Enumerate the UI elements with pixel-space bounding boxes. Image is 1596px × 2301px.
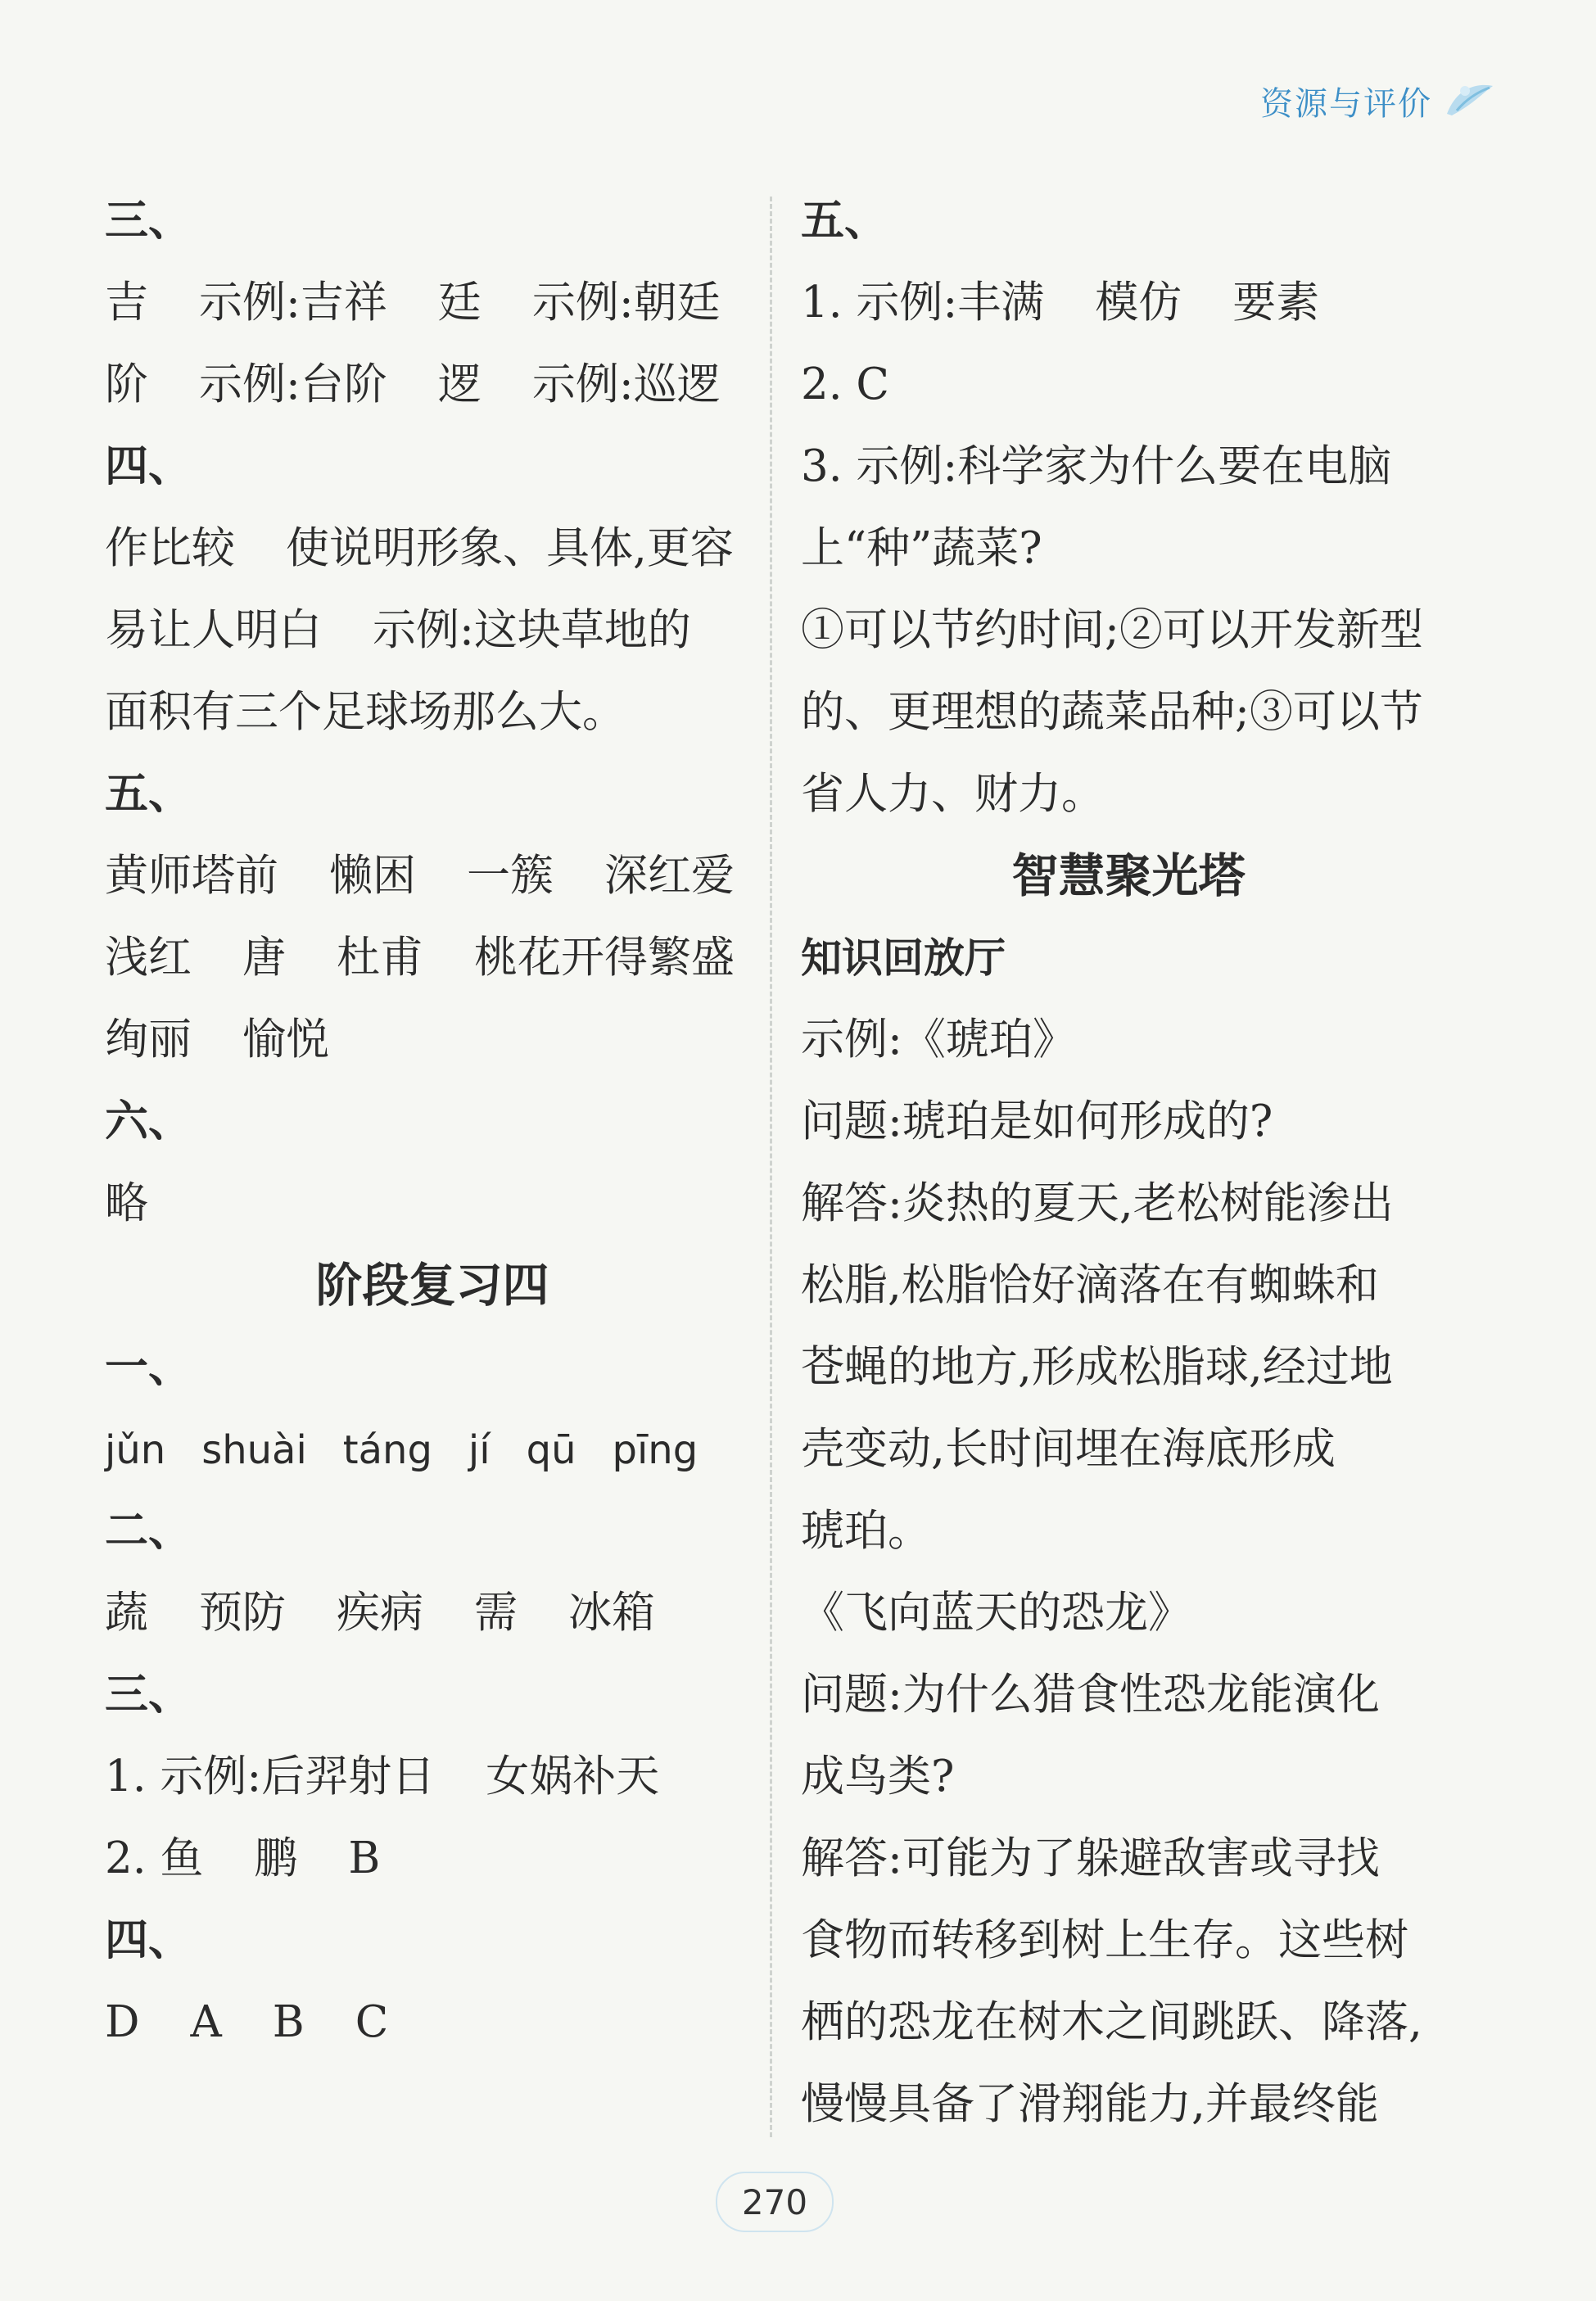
- answer-line: [801, 1327, 1456, 1408]
- answer-line: [801, 508, 1456, 590]
- answer-line: [105, 1572, 760, 1654]
- text-segment: 五、: [105, 769, 192, 819]
- text-segment: 逻: [437, 359, 482, 409]
- answer-line: [801, 1081, 1456, 1163]
- answer-line: [801, 1818, 1456, 1900]
- text-segment: 四、: [105, 1915, 192, 1965]
- text-segment: ①可以节约时间;②可以开发新型: [801, 605, 1423, 655]
- text-segment: 阶: [105, 359, 148, 409]
- answer-line: [105, 999, 760, 1081]
- pinyin-item: pīng: [612, 1427, 699, 1473]
- section-title: [801, 835, 1456, 917]
- text-segment: 作比较: [105, 523, 235, 573]
- answer-line: [801, 1490, 1456, 1572]
- pinyin-item: jǔn: [105, 1427, 166, 1473]
- text-segment: 示例:这块草地的: [373, 605, 691, 655]
- text-segment: 易让人明白: [105, 605, 322, 655]
- text-segment: B: [348, 1833, 381, 1883]
- text-segment: 食物而转移到树上生存。这些树: [801, 1915, 1408, 1965]
- text-segment: 六、: [105, 1096, 192, 1146]
- text-segment: 琥珀。: [801, 1506, 931, 1556]
- answer-line: [801, 1736, 1456, 1818]
- text-segment: 廷: [437, 278, 482, 328]
- answer-line: [801, 1572, 1456, 1654]
- question-label: [105, 1327, 760, 1408]
- text-segment: 懒困: [329, 851, 416, 901]
- answer-line: [801, 426, 1456, 508]
- answer-line: [105, 1408, 760, 1490]
- question-label: [105, 1081, 760, 1163]
- text-segment: 吉: [105, 278, 148, 328]
- text-segment: 省人力、财力。: [801, 769, 1105, 819]
- text-segment: 绚丽: [105, 1015, 192, 1065]
- text-segment: 四、: [105, 441, 192, 491]
- answer-line: [801, 590, 1456, 671]
- text-segment: 三、: [105, 1670, 192, 1720]
- text-segment: 略: [105, 1178, 148, 1228]
- pinyin-item: táng: [342, 1427, 432, 1473]
- answer-line: [105, 344, 760, 426]
- answer-line: [801, 1654, 1456, 1736]
- answer-line: [801, 344, 1456, 426]
- question-label: [105, 1654, 760, 1736]
- text-segment: 深红爱: [604, 851, 735, 901]
- text-segment: 知识回放厅: [801, 934, 1006, 982]
- answer-line: [801, 1245, 1456, 1327]
- column-divider: [770, 197, 772, 2137]
- page-number-badge: [716, 2172, 834, 2232]
- text-segment: 2. 鱼: [105, 1833, 204, 1883]
- text-segment: 问题:为什么猎食性恐龙能演化: [801, 1670, 1380, 1720]
- pinyin-item: jí: [468, 1427, 491, 1473]
- text-segment: 女娲补天: [486, 1752, 660, 1801]
- answer-line: [801, 671, 1456, 753]
- text-segment: 愉悦: [242, 1015, 329, 1065]
- text-segment: 三、: [105, 196, 192, 246]
- answer-line: [801, 2064, 1456, 2145]
- right-column: [801, 180, 1456, 2145]
- text-segment: 1. 示例:后羿射日: [105, 1752, 436, 1801]
- answer-line: [105, 508, 760, 590]
- answer-line: [105, 917, 760, 999]
- text-segment: 阶段复习四: [315, 1259, 549, 1313]
- text-segment: 使说明形象、具体,更容: [286, 523, 734, 573]
- text-segment: 二、: [105, 1506, 192, 1556]
- text-segment: 杜甫: [337, 933, 423, 983]
- question-label: [105, 180, 760, 262]
- text-segment: 解答:炎热的夏天,老松树能渗出: [801, 1178, 1394, 1228]
- text-segment: 面积有三个足球场那么大。: [105, 687, 626, 737]
- text-segment: 智慧聚光塔: [1011, 849, 1246, 903]
- text-segment: 示例:吉祥: [199, 278, 387, 328]
- text-segment: 上“种”蔬菜?: [801, 523, 1042, 573]
- question-label: [105, 1900, 760, 1982]
- text-segment: 唐: [242, 933, 286, 983]
- text-segment: 松脂,松脂恰好滴落在有蜘蛛和: [801, 1260, 1379, 1310]
- answer-line: [105, 1163, 760, 1245]
- text-segment: 壳变动,长时间埋在海底形成: [801, 1424, 1336, 1474]
- answer-line: [801, 1408, 1456, 1490]
- text-segment: 冰箱: [568, 1588, 655, 1638]
- text-segment: 《飞向蓝天的恐龙》: [801, 1588, 1191, 1638]
- left-column: [105, 180, 760, 2064]
- text-segment: 预防: [199, 1588, 286, 1638]
- decor-leaf-icon: [1440, 79, 1498, 124]
- question-label: [105, 1490, 760, 1572]
- text-segment: 模仿: [1095, 278, 1182, 328]
- text-segment: 要素: [1232, 278, 1320, 328]
- pinyin-item: shuài: [201, 1427, 307, 1473]
- text-segment: 解答:可能为了躲避敌害或寻找: [801, 1833, 1380, 1883]
- text-segment: 一、: [105, 1342, 192, 1392]
- text-segment: 蔬: [105, 1588, 148, 1638]
- text-segment: 需: [474, 1588, 518, 1638]
- text-segment: 浅红: [105, 933, 192, 983]
- text-segment: C: [355, 1997, 389, 2047]
- section-title: [105, 1245, 760, 1327]
- text-segment: 示例:台阶: [199, 359, 387, 409]
- text-segment: 一簇: [467, 851, 554, 901]
- page-number: 270: [741, 2181, 808, 2222]
- text-segment: 鹏: [254, 1833, 298, 1883]
- text-segment: 2. C: [801, 359, 889, 409]
- question-label: [105, 753, 760, 835]
- text-segment: 黄师塔前: [105, 851, 278, 901]
- text-segment: 苍蝇的地方,形成松脂球,经过地: [801, 1342, 1393, 1392]
- text-segment: 示例:巡逻: [531, 359, 721, 409]
- answer-line: [105, 1982, 760, 2064]
- text-segment: A: [190, 1997, 222, 2047]
- text-segment: D: [105, 1997, 140, 2047]
- text-segment: 五、: [801, 196, 888, 246]
- text-segment: 示例:朝廷: [531, 278, 721, 328]
- page-header: [1260, 78, 1498, 124]
- text-segment: 桃花开得繁盛: [474, 933, 735, 983]
- answer-line: [801, 1163, 1456, 1245]
- text-segment: 1. 示例:丰满: [801, 278, 1045, 328]
- answer-line: [105, 1736, 760, 1818]
- answer-line: [105, 671, 760, 753]
- text-segment: 的、更理想的蔬菜品种;③可以节: [801, 687, 1423, 737]
- text-segment: 栖的恐龙在树木之间跳跃、降落,: [801, 1997, 1422, 2047]
- answer-line: [801, 999, 1456, 1081]
- sub-title: [801, 917, 1456, 999]
- text-segment: 疾病: [337, 1588, 423, 1638]
- question-label: [105, 426, 760, 508]
- text-segment: B: [272, 1997, 305, 2047]
- answer-line: [105, 590, 760, 671]
- answer-line: [105, 835, 760, 917]
- text-segment: 慢慢具备了滑翔能力,并最终能: [801, 2079, 1379, 2129]
- text-segment: 示例:《琥珀》: [801, 1015, 1076, 1065]
- answer-line: [801, 262, 1456, 344]
- answer-line: [105, 262, 760, 344]
- pinyin-item: qū: [526, 1427, 576, 1473]
- answer-line: [801, 753, 1456, 835]
- text-segment: 成鸟类?: [801, 1752, 955, 1801]
- text-segment: 问题:琥珀是如何形成的?: [801, 1096, 1273, 1146]
- question-label: [801, 180, 1456, 262]
- answer-line: [801, 1982, 1456, 2064]
- text-segment: 3. 示例:科学家为什么要在电脑: [801, 441, 1392, 491]
- header-title: 资源与评价: [1260, 85, 1432, 123]
- answer-line: [801, 1900, 1456, 1982]
- answer-line: [105, 1818, 760, 1900]
